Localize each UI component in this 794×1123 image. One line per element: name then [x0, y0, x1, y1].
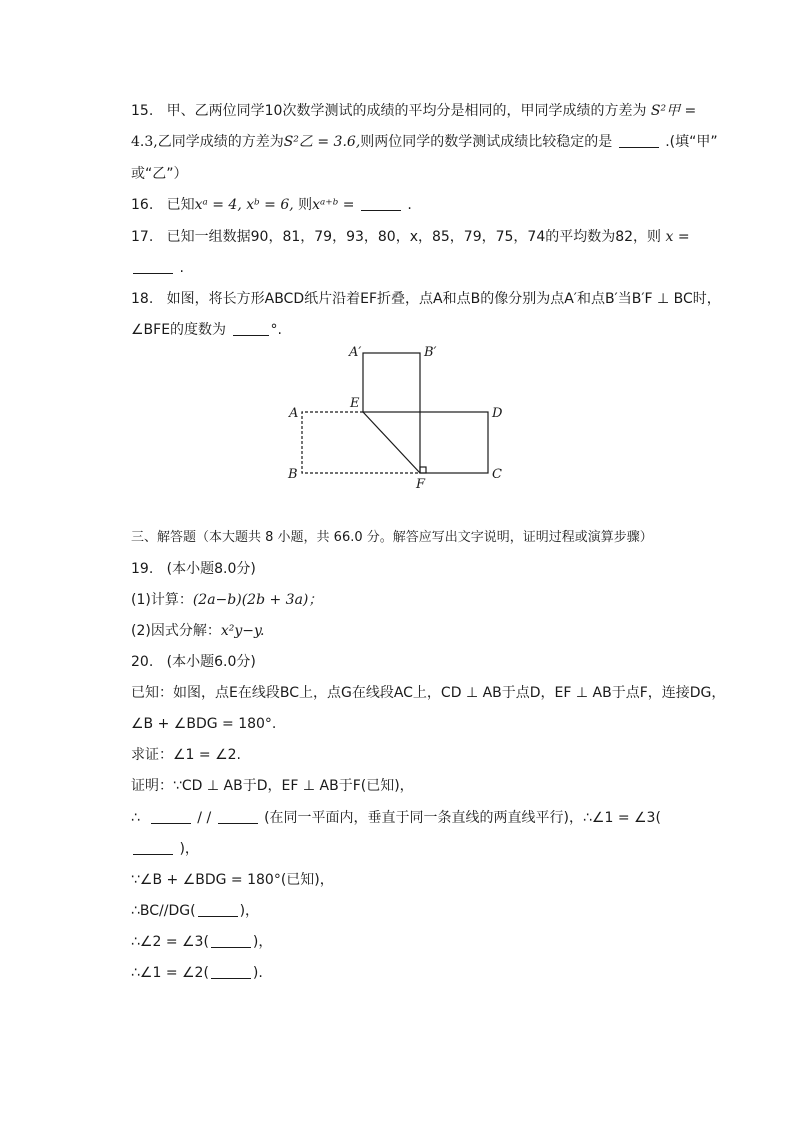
q15-variance-jia: S²甲 =: [650, 103, 697, 119]
q18-line2: [131, 320, 714, 340]
q20-proof2-cont: [131, 839, 714, 859]
q16-eq1: xᵃ = 4,: [194, 197, 242, 213]
q17-line1: [131, 227, 714, 247]
q20-proof6: [131, 963, 714, 983]
q20-proof5: [131, 932, 714, 952]
q16-end: .: [407, 197, 412, 213]
q20-proof2-therefore: ∴: [131, 810, 140, 826]
q20-blank-line2[interactable]: [218, 809, 258, 824]
fold-line-ef: [363, 412, 420, 473]
q20-proof3: ∵∠B + ∠BDG = 180°(已知)，: [131, 872, 334, 888]
q20-given-a: 已知：如图，点E在线段BC上，点G在线段AC上，CD ⊥ AB于点D，EF ⊥ AB于点F，连接DG，: [131, 685, 726, 701]
q15-text: 甲、乙两位同学10次数学测试的成绩的平均分是相同的，甲同学成绩的方差为: [166, 103, 647, 119]
remaining-rectangle: [420, 412, 488, 473]
q18-answer-blank[interactable]: [233, 321, 269, 336]
q20-blank-reason1[interactable]: [133, 840, 173, 855]
q17-end: .: [179, 260, 184, 276]
q15-answer-blank[interactable]: [619, 133, 659, 148]
q15-number: 15.: [131, 103, 154, 119]
q20-number: 20.: [131, 654, 154, 670]
q19-part2-label: (2)因式分解：: [131, 623, 221, 639]
q20-proof5-close: )，: [252, 934, 273, 950]
q20-parallel-sign: / /: [197, 810, 212, 826]
q16-eq2: xᵇ = 6,: [246, 197, 294, 213]
q20-proof1: 证明：∵CD ⊥ AB于D，EF ⊥ AB于F(已知)，: [131, 778, 414, 794]
q20-blank-line1[interactable]: [151, 809, 191, 824]
q17-eq: x =: [665, 229, 690, 245]
q15-value: 4.3,乙同学成绩的方差为: [131, 134, 284, 150]
q20-proof5-text: ∴∠2 = ∠3(: [131, 934, 209, 950]
q17-line2: [131, 258, 714, 278]
q16-text-b: 则: [298, 197, 313, 213]
q19-header: [131, 559, 714, 579]
folded-rectangle: [363, 353, 420, 412]
q20-proof4: [131, 901, 714, 921]
q20-proof2: [131, 808, 714, 828]
q16-answer-blank[interactable]: [361, 196, 401, 211]
q19-score: (本小题8.0分): [166, 561, 256, 577]
q16-line: [131, 195, 714, 215]
q17-answer-blank[interactable]: [133, 259, 173, 274]
q20-blank-reason3[interactable]: [211, 933, 251, 948]
q20-proof2-reason: (在同一平面内，垂直于同一条直线的两直线平行)，∴∠1 = ∠3(: [264, 810, 661, 826]
q19-number: 19.: [131, 561, 154, 577]
q15-variance-yi: S²乙 = 3.6,: [283, 134, 361, 150]
q20-proof4-text: ∴BC//DG(: [131, 903, 196, 919]
q20-blank-reason4[interactable]: [211, 964, 251, 979]
q20-proof4-close: )，: [239, 903, 260, 919]
q19-part1-expr: (2a−b)(2b + 3a)；: [192, 592, 323, 608]
q19-part2: [131, 621, 714, 641]
q20-given-b: ∠B + ∠BDG = 180°.: [131, 716, 277, 732]
q20-prove: 求证：∠1 = ∠2.: [131, 747, 241, 763]
q19-part1: [131, 590, 714, 610]
q18-text: 如图，将长方形ABCD纸片沿着EF折叠，点A和点B的像分别为点A′和点B′当B′F ⊥ BC时，: [166, 291, 721, 307]
label-a: A: [289, 406, 299, 421]
q20-blank-reason2[interactable]: [198, 902, 238, 917]
q19-part1-label: (1)计算：: [131, 592, 193, 608]
label-b-prime: B′: [424, 345, 437, 360]
right-angle-mark: [420, 467, 426, 473]
section3-title: 三、解答题（本大题共 8 小题，共 66.0 分。解答应写出文字说明，证明过程或演算步骤）: [131, 530, 653, 545]
q15-line3: 或“乙”）: [131, 166, 188, 182]
q15-line2: [131, 132, 718, 152]
q20-proof2-close: )，: [179, 841, 199, 857]
q20-proof6-close: ).: [252, 965, 263, 981]
original-outline-dashed: [302, 412, 420, 473]
q16-number: 16.: [131, 197, 154, 213]
q17-number: 17.: [131, 229, 154, 245]
q18-number: 18.: [131, 291, 154, 307]
q18-degree: °.: [270, 322, 282, 338]
q20-proof6-text: ∴∠1 = ∠2(: [131, 965, 209, 981]
label-d: D: [492, 406, 503, 421]
q17-text: 已知一组数据90，81，79，93，80，x，85，79，75，74的平均数为82，则: [166, 229, 662, 245]
q20-header: [131, 652, 714, 672]
q15-line1: [131, 101, 714, 121]
label-b: B: [288, 467, 298, 482]
q19-part2-expr: x²y−y.: [220, 623, 265, 639]
q18-question: ∠BFE的度数为: [131, 322, 227, 338]
label-c: C: [492, 467, 502, 482]
label-a-prime: A′: [349, 345, 362, 360]
q16-text-a: 已知: [166, 197, 195, 213]
q15-question: 则两位同学的数学测试成绩比较稳定的是: [360, 134, 613, 150]
q18-figure: [280, 340, 510, 490]
label-e: E: [350, 396, 360, 411]
q18-line1: [131, 289, 721, 309]
label-f: F: [416, 477, 426, 490]
q15-hint: .(填“甲”: [665, 134, 718, 150]
q16-eq3: xᵃ⁺ᵇ =: [312, 197, 355, 213]
q20-score: (本小题6.0分): [166, 654, 256, 670]
